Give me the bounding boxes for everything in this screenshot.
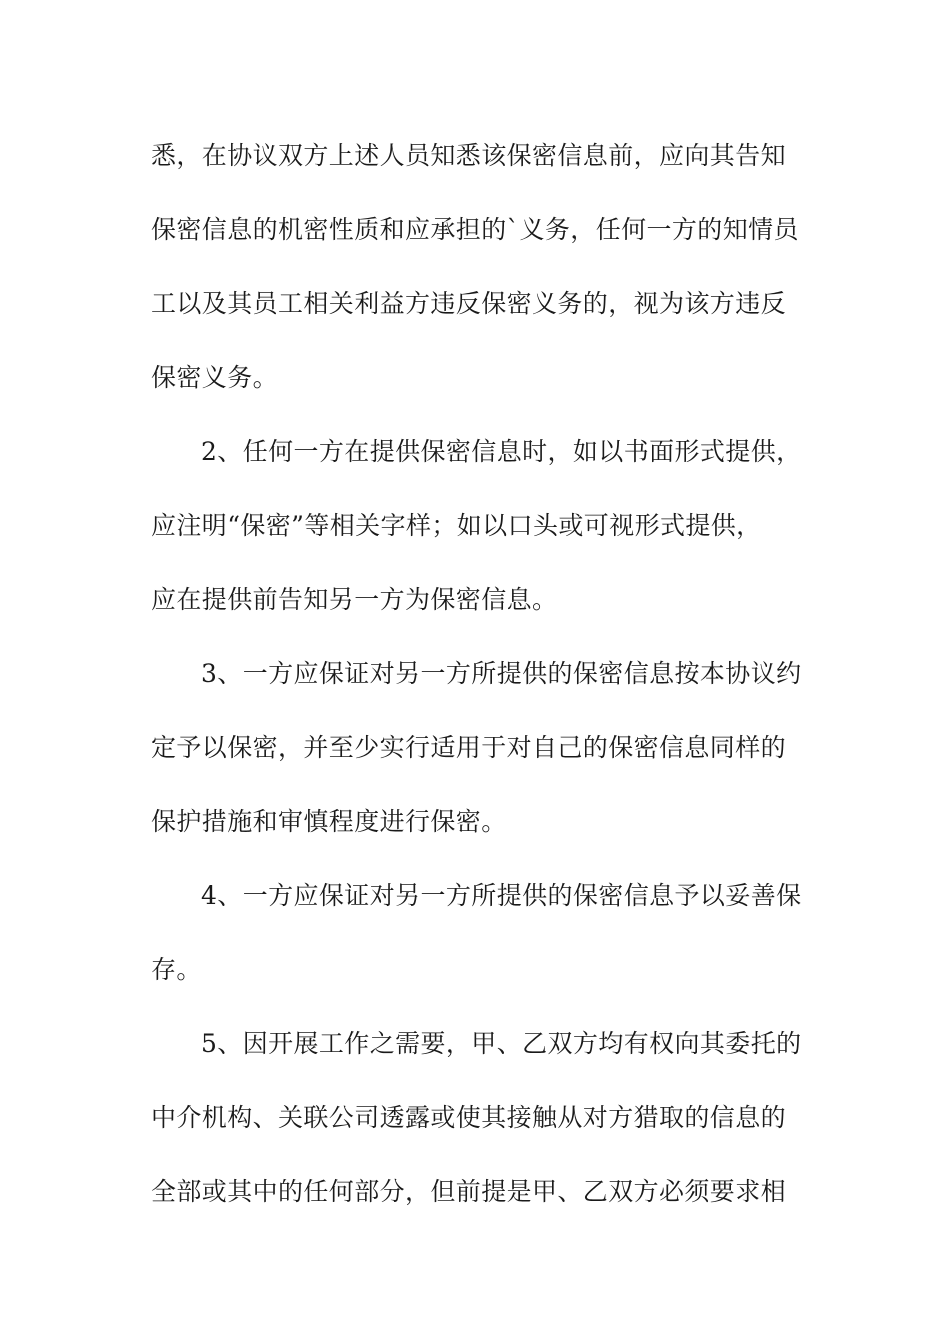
- text-line: 应注明“保密”等相关字样；如以口头或可视形式提供，: [151, 511, 762, 540]
- text-line: 保护措施和审慎程度进行保密。: [151, 807, 507, 836]
- clause-4-line: 4、一方应保证对另一方所提供的保密信息予以妥善保: [201, 881, 802, 910]
- text-line: 存。: [151, 955, 202, 984]
- clause-2-line: 2、任何一方在提供保密信息时，如以书面形式提供，: [201, 437, 802, 466]
- document-body: [151, 128, 811, 1238]
- text-line: 工以及其员工相关利益方违反保密义务的，视为该方违反: [151, 289, 787, 318]
- text-line: 中介机构、关联公司透露或使其接触从对方猎取的信息的: [151, 1103, 787, 1132]
- text-line: 保密义务。: [151, 363, 279, 392]
- clause-3-line: 3、一方应保证对另一方所提供的保密信息按本协议约: [201, 659, 802, 688]
- clause-5-line: 5、因开展工作之需要，甲、乙双方均有权向其委托的: [201, 1029, 802, 1058]
- text-line: 定予以保密，并至少实行适用于对自己的保密信息同样的: [151, 733, 787, 762]
- text-line: 悉，在协议双方上述人员知悉该保密信息前，应向其告知: [151, 141, 787, 170]
- text-line: 全部或其中的任何部分，但前提是甲、乙双方必须要求相: [151, 1177, 787, 1206]
- text-line: 保密信息的机密性质和应承担的`义务，任何一方的知情员: [151, 215, 799, 244]
- text-line: 应在提供前告知另一方为保密信息。: [151, 585, 558, 614]
